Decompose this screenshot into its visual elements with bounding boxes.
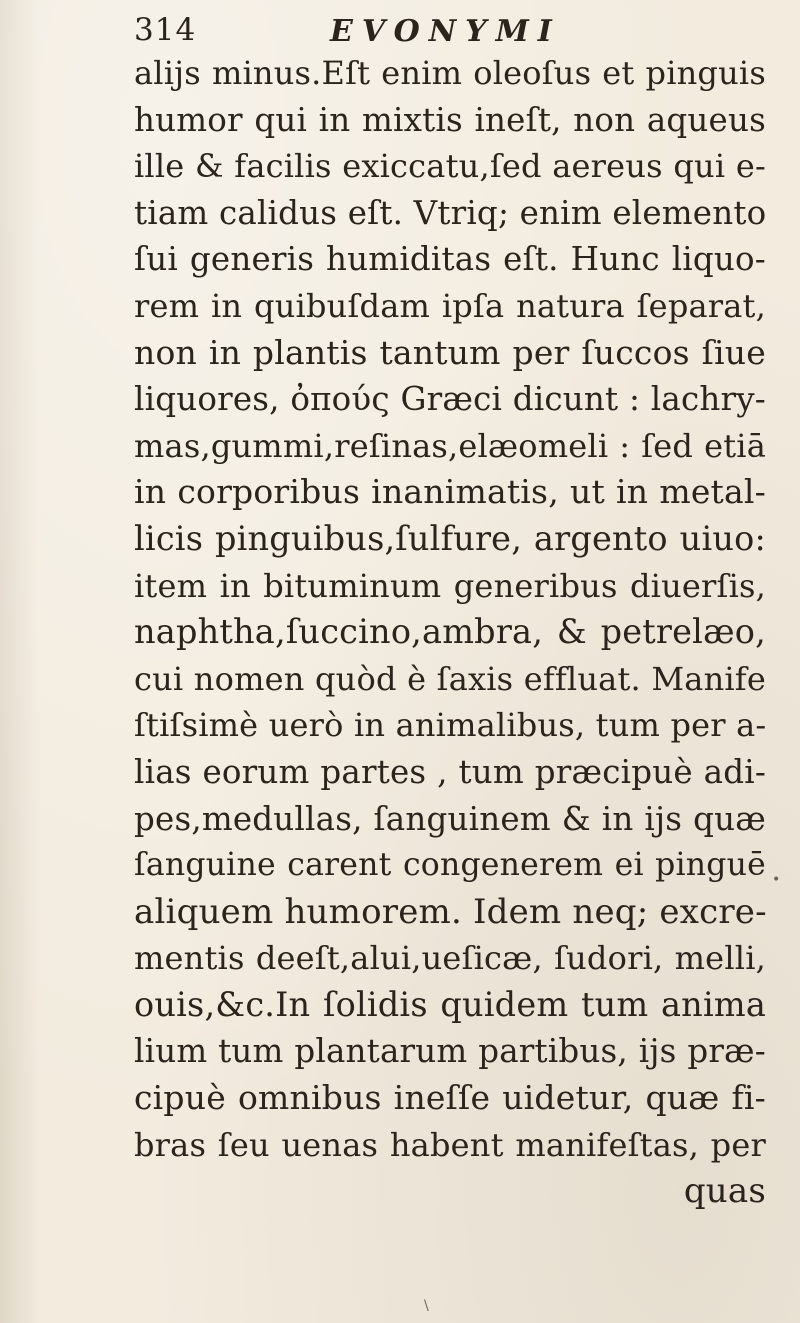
running-head: EVONYMI	[330, 14, 561, 49]
catchword: quas	[683, 1171, 766, 1212]
text-line: naphtha,ſuccino,ambra, & petrelæo,	[134, 612, 766, 652]
text-line: mas,gummi,reſinas,elæomeli : ſed etiā	[134, 426, 766, 465]
ink-speck: •	[772, 872, 781, 888]
text-line: tiam calidus eſt. Vtriq; enim elemento	[134, 193, 767, 232]
text-line: ouis,&c.In ſolidis quidem tum anima	[134, 984, 766, 1024]
text-line: pes,medullas, ſanguinem & in ijs quæ	[134, 799, 766, 838]
text-line: aliquem humorem. Idem neq; excre-	[134, 891, 767, 932]
text-line: ſui generis humiditas eſt. Hunc liquo-	[134, 240, 766, 279]
text-line: mentis deeſt,alui,ueſicæ, ſudori, melli,	[134, 939, 766, 978]
text-line: cui nomen quòd è ſaxis effluat. Manife	[134, 659, 766, 698]
text-line: cipuè omnibus ineſſe uidetur, quæ fi-	[134, 1078, 766, 1118]
body-text	[134, 50, 766, 1215]
text-line: non in plantis tantum per ſuccos ſiue	[134, 332, 766, 372]
text-line: liquores, ὀπούς Græci dicunt : lachry-	[134, 380, 766, 419]
page-header	[134, 12, 754, 52]
page-number: 314	[134, 12, 197, 48]
text-line: ſtiſsimè uerò in animalibus, tum per a-	[134, 706, 767, 745]
ink-speck: \	[424, 1298, 429, 1314]
text-line: alijs minus.Eſt enim oleoſus et pinguis	[134, 54, 766, 92]
text-line: lium tum plantarum partibus, ijs præ-	[134, 1032, 766, 1071]
text-line: licis pinguibus,ſulfure, argento uiuo:	[134, 518, 766, 558]
text-line: humor qui in mixtis ineſt, non aqueus	[134, 100, 766, 139]
text-line: bras ſeu uenas habent manifeſtas, per	[134, 1125, 766, 1164]
text-line: ille & facilis exiccatu,ſed aereus qui e-	[134, 147, 766, 186]
text-line: item in bituminum generibus diuerſis,	[134, 566, 766, 605]
text-line: ſanguine carent congenerem ei pinguē	[134, 847, 766, 884]
text-line: in corporibus inanimatis, ut in metal-	[134, 472, 766, 512]
text-line: rem in quibuſdam ipſa natura ſeparat,	[134, 286, 766, 325]
text-line: lias eorum partes , tum præcipuè adi-	[134, 752, 766, 791]
